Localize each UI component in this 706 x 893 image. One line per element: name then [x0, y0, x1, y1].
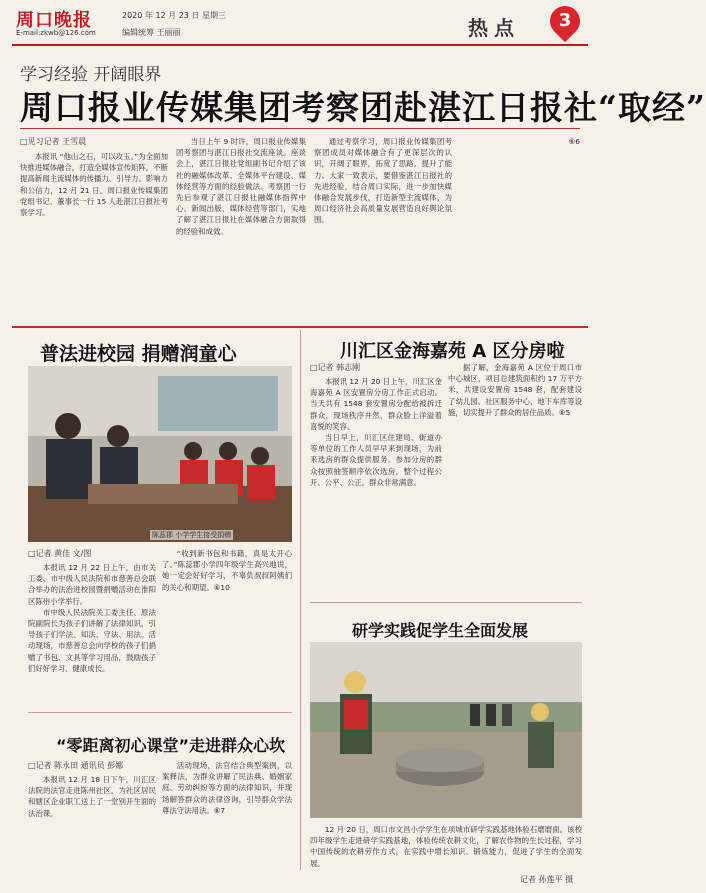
law-photo	[28, 366, 292, 542]
housing-paragraph-3: 据了解，金海嘉苑 A 区位于周口市中心城区，项目总建筑面积约 17 万平方米，共建设安置房 1548 套，配套建设了幼儿园、社区服务中心、地下车库等设施，切实提升了群众的居住品质。⑥5	[448, 363, 582, 417]
law-byline: □记者 黄佳 文/图	[28, 549, 92, 558]
section-divider	[12, 326, 588, 328]
lead-column-2	[176, 136, 306, 319]
lead-paragraph-2: 当日上午 9 时许，周口报业传媒集团考察团与湛江日报社交流座谈。座谈会上，湛江日报社党组副书记介绍了该社的融媒体改革、全媒体平台建设、媒体经营等方面的经验做法。考察团一行先后参观了湛江日报社融媒体指挥中心、新闻出版、媒体经营等部门，实地了解了湛江日报社在媒体融合方面取得的经验和成效。	[176, 137, 306, 236]
lead-column-4	[460, 136, 580, 319]
housing-paragraph-1: 本报讯 12 月 20 日上午，川汇区金海嘉苑 A 区安置房分房工作正式启动。当天共有 1548 套安置房分配给被拆迁群众，现场秩序井然，群众脸上洋溢着喜悦的笑容。	[310, 377, 442, 431]
law-photo-caption: 陈蕊郡 小学学生接受捐赠	[152, 531, 232, 539]
law-paragraph-1: 本报讯 12 月 22 日上午，由市关工委、市中级人民法院和市慈善总会联合举办的法治进校园暨捐赠活动在淮阳区陈州小学举行。	[28, 563, 156, 606]
study-photo	[310, 642, 582, 818]
classroom-column-1	[28, 760, 156, 870]
law-paragraph-2: 市中级人民法院关工委主任、原法院副院长为孩子们讲解了法律知识，引导孩子们学法、知法、守法、用法。活动现场，市慈善总会向学校的孩子们捐赠了书包、文具等学习用品，鼓励孩子们好好学习、健康成长。	[28, 607, 156, 673]
classroom-column-2	[162, 760, 292, 870]
study-text	[310, 824, 582, 872]
lead-rule	[20, 128, 580, 129]
classroom-panel-title: “零距离初心课堂”走进群众心坎	[56, 736, 286, 755]
page-editor: 编辑统筹 王丽丽	[122, 28, 181, 37]
lead-end-mark: ⑥6	[568, 137, 580, 146]
lead-kicker: 学习经验 开阔眼界	[20, 65, 162, 85]
law-column-1	[28, 548, 156, 708]
study-byline: 记者 孙莲平 摄	[520, 875, 574, 884]
page-number: 3	[558, 10, 572, 31]
lead-paragraph-3: 通过考察学习，周口报业传媒集团考察团成员对媒体融合有了更深层次的认识，开阔了眼界，拓宽了思路，提升了能力。大家一致表示，要借鉴湛江日报社的先进经验，结合周口实际，进一步加快媒体融合发展步伐，打造新型主流媒体，为周口经济社会高质量发展营造良好舆论氛围。	[314, 137, 452, 225]
masthead-rule	[12, 44, 588, 46]
column-divider	[300, 330, 301, 870]
classroom-paragraph-1: 本报讯 12 月 18 日下午，川汇区法院的法官走进陈州社区，为社区居民和辖区企业职工送上了一堂别开生面的法治课。	[28, 775, 156, 818]
lead-column-3	[314, 136, 452, 319]
classroom-paragraph-2: 活动现场，法官结合典型案例，以案释法，为群众讲解了民法典、婚姻家庭、劳动纠纷等方面的法律知识，并现场解答群众的法律咨询，引导群众学法尊法守法用法。⑥7	[162, 761, 292, 815]
paper-name: 周口晚报	[16, 10, 92, 31]
law-panel-title: 普法进校园 捐赠润童心	[40, 343, 237, 365]
housing-paragraph-2: 当日早上，川汇区住建局、街道办等单位的工作人员早早来到现场，为前来选房的群众提供服务。参加分房的群众按照抽签顺序依次选房，整个过程公开、公平、公正，群众非常满意。	[310, 433, 442, 487]
law-paragraph-3: “收到新书包和书籍，真是太开心了。”陈蕊郡小学四年级学生高兴地说，她一定会好好学习，不辜负叔叔阿姨们的关心和期望。⑥10	[162, 549, 292, 592]
housing-panel-title: 川汇区金海嘉苑 A 区分房啦	[340, 341, 565, 362]
housing-bottom-rule	[310, 602, 582, 603]
issue-date: 2020 年 12 月 23 日 星期三	[122, 11, 226, 20]
study-panel-title: 研学实践促学生全面发展	[352, 621, 529, 640]
section-name: 热点	[468, 16, 520, 40]
paper-email: E-mail:zkwb@126.com	[16, 29, 96, 37]
study-paragraph-1: 12 月 20 日，周口市文昌小学学生在项城市研学实践基地体验石磨磨面。该校四年级学生走进研学实践基地，体验传统农耕文化，了解农作物的生长过程，学习中国传统的农耕劳作方式，在实践中增长知识、锻炼能力，促进了学生的全面发展。	[310, 825, 582, 868]
lead-column-1	[20, 136, 168, 319]
lead-paragraph-1: 本报讯 “他山之石，可以攻玉。”为全面加快推进媒体融合，打造全媒体宣传矩阵，不断提高新闻主流媒体的传播力、引导力、影响力和公信力，12 月 21 日，周口报业传媒集团党组书记、董事长一行 15 人赴湛江日报社考察学习。	[20, 152, 168, 218]
lead-headline: 周口报业传媒集团考察团赴湛江日报社“取经”	[20, 88, 706, 127]
housing-column-2	[448, 362, 582, 594]
lead-byline: □见习记者 王雪晨	[20, 137, 87, 146]
law-column-2	[162, 548, 292, 708]
law-bottom-rule	[28, 712, 292, 713]
housing-column-1	[310, 362, 442, 594]
housing-byline: □记者 韩志刚	[310, 363, 361, 372]
classroom-byline: □记者 陈永田 通讯员 彭娜	[28, 761, 124, 770]
